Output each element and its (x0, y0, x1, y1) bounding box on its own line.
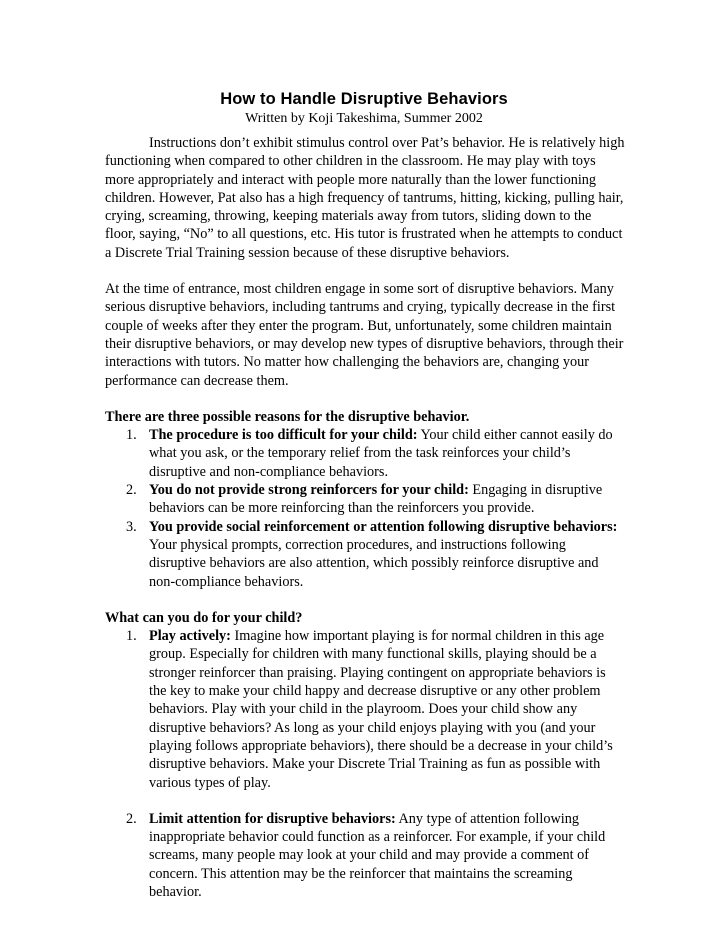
list-number: 3. (126, 518, 137, 535)
item-text: Imagine how important playing is for normal children in this age group. Especially for children with many functional skills, playing should be a stronger reinforcer than praising. Playing contingent on appropriate behaviors is the key to make your child happy and decrease disruptive or any other problem behaviors. Play with your child in the playroom. Does your child show any disruptive behaviors? As long as your child enjoys playing with you (and your playing follows appropriate behaviors), there should be a decrease in your child’s disruptive behaviors. Make your Discrete Trial Training as fun as possible with various types of play. (149, 628, 613, 791)
document-body (105, 134, 625, 901)
context-paragraph: At the time of entrance, most children engage in some sort of disruptive behaviors. Many serious disruptive behaviors, including tantrums and crying, typically decrease in the first couple of weeks after they enter the program. But, unfortunately, some children maintain their disruptive behaviors, or may develop new types of disruptive behaviors, through their interactions with tutors. No matter how challenging the behaviors are, changing your performance can decrease them. (105, 281, 624, 389)
list-number: 2. (126, 482, 137, 499)
item-text: Any type of attention following inappropriate behavior could function as a reinforcer. For example, if your child screams, many people may look at your child and may provide a comment of concern. This attention may be the reinforcer that maintains the screaming behavior. (149, 810, 606, 900)
list-item (105, 518, 625, 591)
list-number: 2. (126, 810, 137, 827)
actions-section (105, 609, 625, 901)
list-item (105, 426, 625, 481)
item-lead: You provide social reinforcement or attention following disruptive behaviors: (149, 518, 618, 535)
document-subtitle: Written by Koji Takeshima, Summer 2002 (245, 111, 483, 126)
list-item (105, 627, 625, 792)
list-item (105, 481, 625, 518)
item-lead: You do not provide strong reinforcers for your child: (149, 482, 469, 499)
item-text: Your physical prompts, correction procedures, and instructions following disruptive behaviors are also attention, which possibly reinforce disruptive and non-compliance behaviors. (149, 536, 599, 590)
item-lead: The procedure is too difficult for your child: (149, 427, 418, 444)
actions-list (105, 627, 625, 901)
item-lead: Play actively: (149, 628, 231, 645)
list-number: 1. (126, 427, 137, 444)
list-item (105, 810, 625, 901)
list-number: 1. (126, 628, 137, 645)
section-heading: What can you do for your child? (105, 609, 303, 626)
item-text: Your child either cannot easily do what you ask, or the temporary relief from the task reinforces your child’s disruptive and non-compliance behaviors. (149, 427, 613, 480)
section-heading: There are three possible reasons for the disruptive behavior. (105, 408, 470, 425)
document-title: How to Handle Disruptive Behaviors (220, 90, 508, 108)
intro-paragraph: Instructions don’t exhibit stimulus control over Pat’s behavior. He is relatively high functioning when compared to other children in the classroom. He may play with toys more appropriately and interact with people more naturally than the lower functioning children. However, Pat also has a high frequency of tantrums, hitting, kicking, pulling hair, crying, screaming, throwing, keeping materials away from tutors, sliding down to the floor, saying, “No” to all questions, etc. His tutor is frustrated when he attempts to conduct a Discrete Trial Training session because of these disruptive behaviors. (105, 135, 625, 261)
reasons-list (105, 426, 625, 591)
reasons-section (105, 408, 625, 591)
item-lead: Limit attention for disruptive behaviors: (149, 810, 396, 827)
item-text: Engaging in disruptive behaviors can be more reinforcing than the reinforcers you provide. (149, 482, 603, 517)
